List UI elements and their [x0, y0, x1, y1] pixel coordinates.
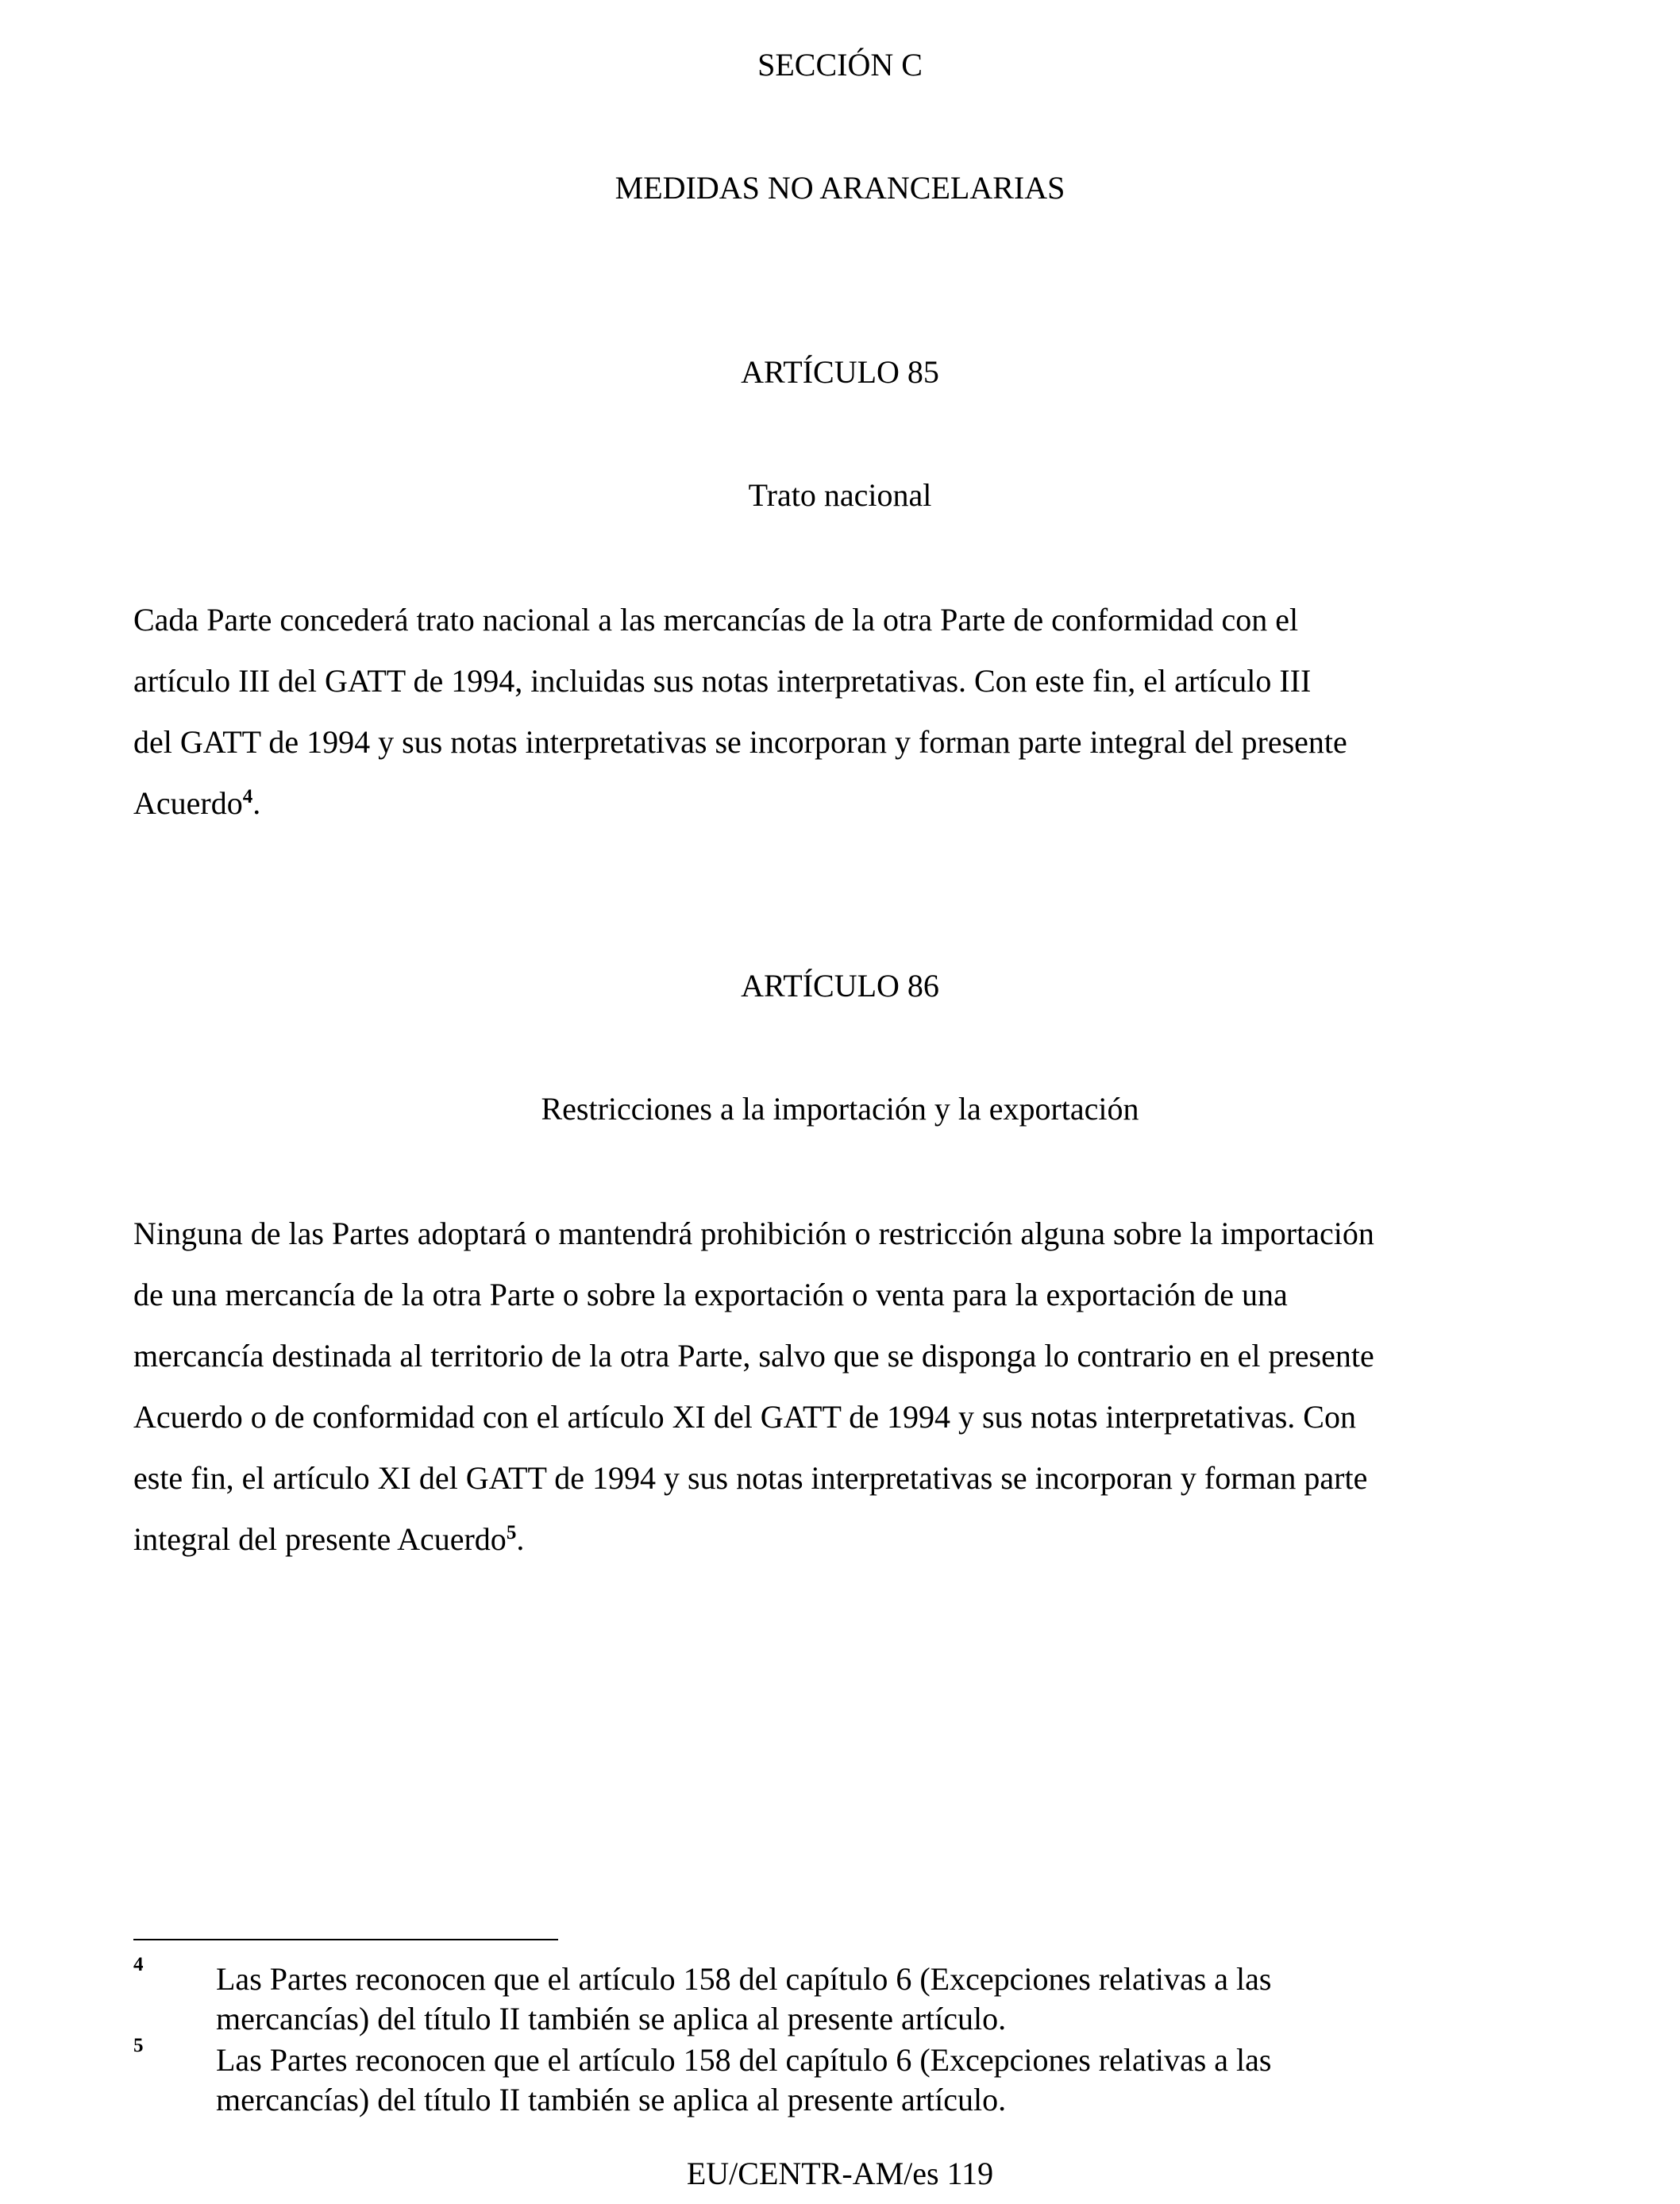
footnote-separator	[133, 1939, 558, 1940]
article-85-line: Acuerdo	[133, 785, 243, 821]
footnote-number: 5	[133, 2035, 144, 2056]
article-85-heading: ARTÍCULO 85	[741, 354, 939, 390]
article-86-body	[133, 1203, 1555, 1570]
article-85-line: artículo III del GATT de 1994, incluidas sus notas interpretativas. Con este fin, el artículo III	[133, 663, 1312, 699]
article-86-line: Ninguna de las Partes adoptará o mantendrá prohibición o restricción alguna sobre la importación	[133, 1216, 1374, 1251]
section-label: SECCIÓN C	[757, 47, 923, 83]
article-86-line: este fin, el artículo XI del GATT de 1994 y sus notas interpretativas se incorporan y forman parte	[133, 1460, 1368, 1496]
page-reference: EU/CENTR-AM/es 119	[686, 2156, 994, 2191]
footnote-number: 4	[133, 1954, 144, 1975]
article-86-last-line	[133, 1509, 1555, 1570]
footnote-text	[216, 2040, 1566, 2120]
article-85-body	[133, 589, 1555, 834]
section-title: MEDIDAS NO ARANCELARIAS	[615, 170, 1065, 206]
footnote-ref-5[interactable]: 5	[506, 1522, 517, 1543]
article-86-line: Acuerdo o de conformidad con el artículo XI del GATT de 1994 y sus notas interpretativas. Con	[133, 1399, 1356, 1435]
footnote-line: Las Partes reconocen que el artículo 158 del capítulo 6 (Excepciones relativas a las	[216, 1961, 1272, 1997]
article-85-last-line	[133, 773, 1555, 834]
article-86-subtitle: Restricciones a la importación y la exportación	[541, 1091, 1139, 1127]
footnote-line: Las Partes reconocen que el artículo 158 del capítulo 6 (Excepciones relativas a las	[216, 2042, 1272, 2078]
footnote-line: mercancías) del título II también se aplica al presente artículo.	[216, 2001, 1007, 2036]
article-85-subtitle: Trato nacional	[748, 477, 932, 513]
end-punctuation: .	[252, 785, 261, 821]
footnote-text	[216, 1959, 1566, 2039]
article-86-line: integral del presente Acuerdo	[133, 1521, 507, 1557]
footnote-ref-4[interactable]: 4	[242, 786, 253, 807]
footnote-line: mercancías) del título II también se aplica al presente artículo.	[216, 2082, 1007, 2117]
article-86-line: mercancía destinada al territorio de la otra Parte, salvo que se disponga lo contrario en el presente	[133, 1338, 1374, 1374]
article-85-line: Cada Parte concederá trato nacional a las mercancías de la otra Parte de conformidad con el	[133, 602, 1299, 638]
article-86-line: de una mercancía de la otra Parte o sobre la exportación o venta para la exportación de una	[133, 1277, 1288, 1312]
end-punctuation: .	[516, 1521, 525, 1557]
article-85-line: del GATT de 1994 y sus notas interpretativas se incorporan y forman parte integral del presente	[133, 724, 1347, 760]
article-86-heading: ARTÍCULO 86	[741, 968, 939, 1004]
